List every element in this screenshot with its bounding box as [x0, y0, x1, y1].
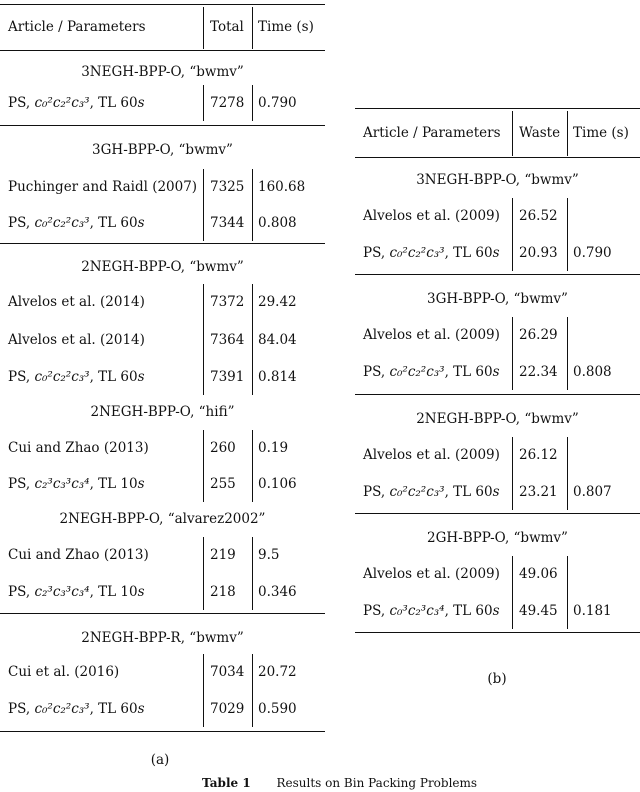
row-label: PS, c₀²c₂²c₃³, TL 60s	[8, 701, 145, 717]
table-cell: 7344	[210, 215, 245, 231]
row-label: PS, c₀²c₂²c₃³, TL 60s	[8, 215, 145, 231]
group-title: 3NEGH-BPP-O, “bwmv”	[416, 172, 579, 188]
table-cell: 49.45	[519, 603, 558, 619]
table-top-rule	[0, 4, 325, 5]
column-divider	[512, 111, 513, 156]
column-divider	[512, 198, 513, 271]
group-title: 3NEGH-BPP-O, “bwmv”	[81, 64, 244, 80]
column-divider	[203, 430, 204, 502]
column-divider	[203, 85, 204, 121]
row-label: PS, c₀²c₂²c₃³, TL 60s	[8, 95, 145, 111]
group-rule	[355, 632, 640, 633]
header-rule	[0, 50, 325, 51]
row-label: Puchinger and Raidl (2007)	[8, 179, 198, 195]
row-label: PS, c₀²c₂²c₃³, TL 60s	[363, 364, 500, 380]
table-cell: 7372	[210, 294, 245, 310]
table-cell: 0.807	[573, 484, 612, 500]
table-cell: 255	[210, 476, 236, 492]
row-label: PS, c₀²c₂²c₃³, TL 60s	[8, 369, 145, 385]
group-title: 3GH-BPP-O, “bwmv”	[92, 142, 233, 158]
column-divider	[252, 654, 253, 727]
table-cell: 26.52	[519, 208, 558, 224]
table-cell: 0.106	[258, 476, 297, 492]
row-label: Alvelos et al. (2014)	[8, 294, 145, 310]
table-cell: 0.814	[258, 369, 297, 385]
table-cell: 9.5	[258, 547, 280, 563]
row-label: Alvelos et al. (2009)	[363, 566, 500, 582]
row-label: Alvelos et al. (2009)	[363, 327, 500, 343]
group-rule	[0, 613, 325, 614]
group-rule	[355, 274, 640, 275]
row-label: PS, c₀²c₂²c₃³, TL 60s	[363, 484, 500, 500]
column-divider	[252, 169, 253, 241]
subfigure-label-a: (a)	[150, 752, 170, 768]
row-label: Cui et al. (2016)	[8, 664, 120, 680]
table-cell: 7029	[210, 701, 245, 717]
group-rule	[355, 394, 640, 395]
column-divider	[512, 317, 513, 390]
group-title: 2NEGH-BPP-O, “bwmv”	[81, 259, 244, 275]
table-cell: 0.19	[258, 440, 289, 456]
group-title: 3GH-BPP-O, “bwmv”	[427, 291, 568, 307]
row-label: Alvelos et al. (2009)	[363, 208, 500, 224]
column-divider	[203, 7, 204, 49]
group-rule	[355, 513, 640, 514]
column-divider	[567, 317, 568, 390]
table-cell: 0.808	[573, 364, 612, 380]
column-divider	[203, 537, 204, 610]
column-header: Time (s)	[258, 19, 314, 35]
table-cell: 219	[210, 547, 236, 563]
table-cell: 0.590	[258, 701, 297, 717]
table-cell: 160.68	[258, 179, 306, 195]
table-cell: 20.72	[258, 664, 297, 680]
table-cell: 0.181	[573, 603, 612, 619]
row-label: PS, c₀³c₂³c₃⁴, TL 60s	[363, 603, 500, 619]
table-cell: 218	[210, 584, 236, 600]
group-title: 2NEGH-BPP-O, “hifi”	[90, 404, 235, 420]
subfigure-label-b: (b)	[487, 671, 507, 687]
column-divider	[252, 430, 253, 502]
column-header: Total	[210, 19, 244, 35]
group-rule	[0, 243, 325, 244]
column-divider	[512, 437, 513, 510]
table-cell: 7278	[210, 95, 245, 111]
table-cell: 0.808	[258, 215, 297, 231]
header-rule	[355, 157, 640, 158]
row-label: PS, c₂³c₃³c₃⁴, TL 10s	[8, 584, 145, 600]
table-cell: 49.06	[519, 566, 558, 582]
caption-text: Results on Bin Packing Problems	[276, 776, 478, 790]
row-label: PS, c₀²c₂²c₃³, TL 60s	[363, 245, 500, 261]
column-divider	[203, 284, 204, 395]
table-cell: 7391	[210, 369, 245, 385]
column-divider	[567, 198, 568, 271]
column-divider	[567, 437, 568, 510]
column-divider	[252, 537, 253, 610]
column-divider	[252, 284, 253, 395]
table-cell: 84.04	[258, 332, 297, 348]
group-rule	[0, 731, 325, 732]
column-divider	[203, 654, 204, 727]
group-rule	[0, 125, 325, 126]
table-cell: 7034	[210, 664, 245, 680]
table-cell: 23.21	[519, 484, 558, 500]
row-label: Alvelos et al. (2014)	[8, 332, 145, 348]
column-header: Article / Parameters	[8, 19, 146, 35]
table-cell: 20.93	[519, 245, 558, 261]
group-title: 2NEGH-BPP-O, “bwmv”	[416, 411, 579, 427]
caption-number: Table 1	[202, 776, 251, 790]
table-cell: 0.790	[573, 245, 612, 261]
table-caption	[202, 775, 477, 791]
column-header: Waste	[519, 125, 561, 141]
column-header: Time (s)	[573, 125, 629, 141]
column-divider	[252, 85, 253, 121]
row-label: Alvelos et al. (2009)	[363, 447, 500, 463]
table-cell: 260	[210, 440, 236, 456]
column-divider	[567, 111, 568, 156]
column-divider	[567, 556, 568, 629]
column-divider	[252, 7, 253, 49]
table-cell: 7364	[210, 332, 245, 348]
table-cell: 22.34	[519, 364, 558, 380]
row-label: PS, c₂³c₃³c₃⁴, TL 10s	[8, 476, 145, 492]
group-title: 2GH-BPP-O, “bwmv”	[427, 530, 568, 546]
table-cell: 0.790	[258, 95, 297, 111]
group-title: 2NEGH-BPP-R, “bwmv”	[81, 630, 244, 646]
column-header: Article / Parameters	[363, 125, 501, 141]
group-title: 2NEGH-BPP-O, “alvarez2002”	[59, 511, 266, 527]
row-label: Cui and Zhao (2013)	[8, 547, 149, 563]
table-cell: 26.29	[519, 327, 558, 343]
table-cell: 0.346	[258, 584, 297, 600]
column-divider	[512, 556, 513, 629]
table-cell: 7325	[210, 179, 245, 195]
table-cell: 26.12	[519, 447, 558, 463]
table-top-rule	[355, 108, 640, 109]
row-label: Cui and Zhao (2013)	[8, 440, 149, 456]
table-cell: 29.42	[258, 294, 297, 310]
column-divider	[203, 169, 204, 241]
